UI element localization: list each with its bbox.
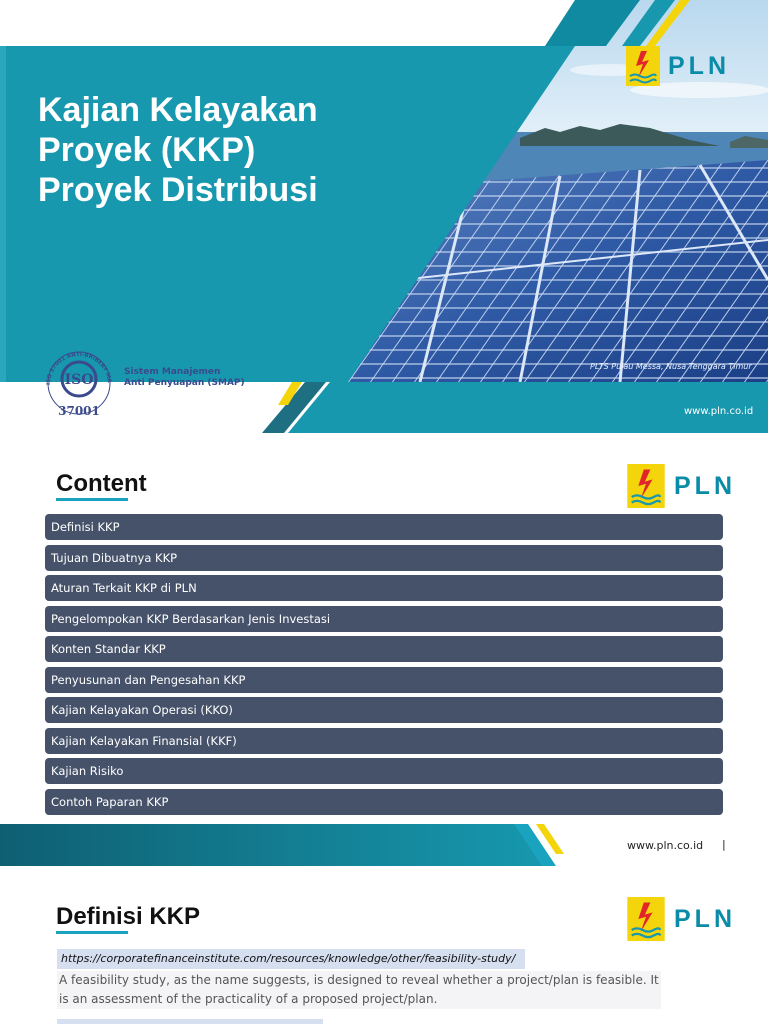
cover-title-line-3: Proyek Distribusi (38, 171, 318, 209)
content-list (45, 514, 723, 819)
iso-badge-text: ISO (64, 372, 94, 388)
definition-paragraph: A feasibility study, as the name suggests, is designed to reveal whether a project/plan is feasible. It is an assessment of the practicality of a proposed project/plan. (57, 971, 661, 1009)
pln-lightning-icon (626, 464, 666, 508)
pln-wordmark: PLN (674, 904, 736, 933)
cover-title-line-1: Kajian Kelayakan (38, 91, 318, 129)
iso-label-line-2: Anti Penyuapan (SMAP) (124, 378, 245, 388)
content-slide (0, 450, 768, 866)
content-item-konten-standar[interactable]: Konten Standar KKP (45, 636, 723, 662)
pln-logo (626, 464, 736, 508)
photo-caption: PLTS Pulau Messa, Nusa Tenggara Timur (590, 362, 752, 371)
pln-wordmark: PLN (668, 51, 730, 80)
iso-number: 37001 (58, 404, 100, 418)
iso-ring-text: ISO 37001 ANTI-BRIBERY MA (45, 351, 112, 386)
content-title: Content (56, 470, 147, 497)
iso-label-line-1: Sistem Manajemen (124, 367, 221, 377)
pln-logo (626, 46, 730, 86)
source-link[interactable]: https://corporatefinanceinstitute.com/resources/knowledge/other/feasibility-study/ (57, 949, 525, 969)
footer-website-url[interactable]: www.pln.co.id (627, 839, 704, 852)
content-item-aturan[interactable]: Aturan Terkait KKP di PLN (45, 575, 723, 601)
definisi-slide (0, 883, 768, 1024)
pln-wordmark: PLN (674, 471, 736, 500)
content-item-risiko[interactable]: Kajian Risiko (45, 758, 723, 784)
content-item-tujuan[interactable]: Tujuan Dibuatnya KKP (45, 545, 723, 571)
footer-separator: | (722, 838, 726, 851)
cover-title-line-2: Proyek (KKP) (38, 131, 256, 169)
content-item-kkf[interactable]: Kajian Kelayakan Finansial (KKF) (45, 728, 723, 754)
title-underline (56, 498, 128, 501)
content-item-contoh-paparan[interactable]: Contoh Paparan KKP (45, 789, 723, 815)
pln-lightning-icon (626, 897, 666, 941)
definisi-title: Definisi KKP (56, 903, 201, 930)
cover-website-url[interactable]: www.pln.co.id (684, 406, 754, 417)
pln-lightning-icon (626, 46, 660, 86)
cover-slide (0, 0, 768, 433)
content-item-penyusunan[interactable]: Penyusunan dan Pengesahan KKP (45, 667, 723, 693)
pln-logo (626, 897, 736, 941)
iso-label (124, 367, 245, 389)
cover-title (38, 90, 318, 210)
content-item-kko[interactable]: Kajian Kelayakan Operasi (KKO) (45, 697, 723, 723)
content-item-pengelompokan[interactable]: Pengelompokan KKP Berdasarkan Jenis Investasi (45, 606, 723, 632)
content-item-definisi[interactable]: Definisi KKP (45, 514, 723, 540)
iso-37001-seal (40, 345, 118, 426)
next-source-highlight (57, 1019, 323, 1024)
title-underline (56, 931, 128, 934)
